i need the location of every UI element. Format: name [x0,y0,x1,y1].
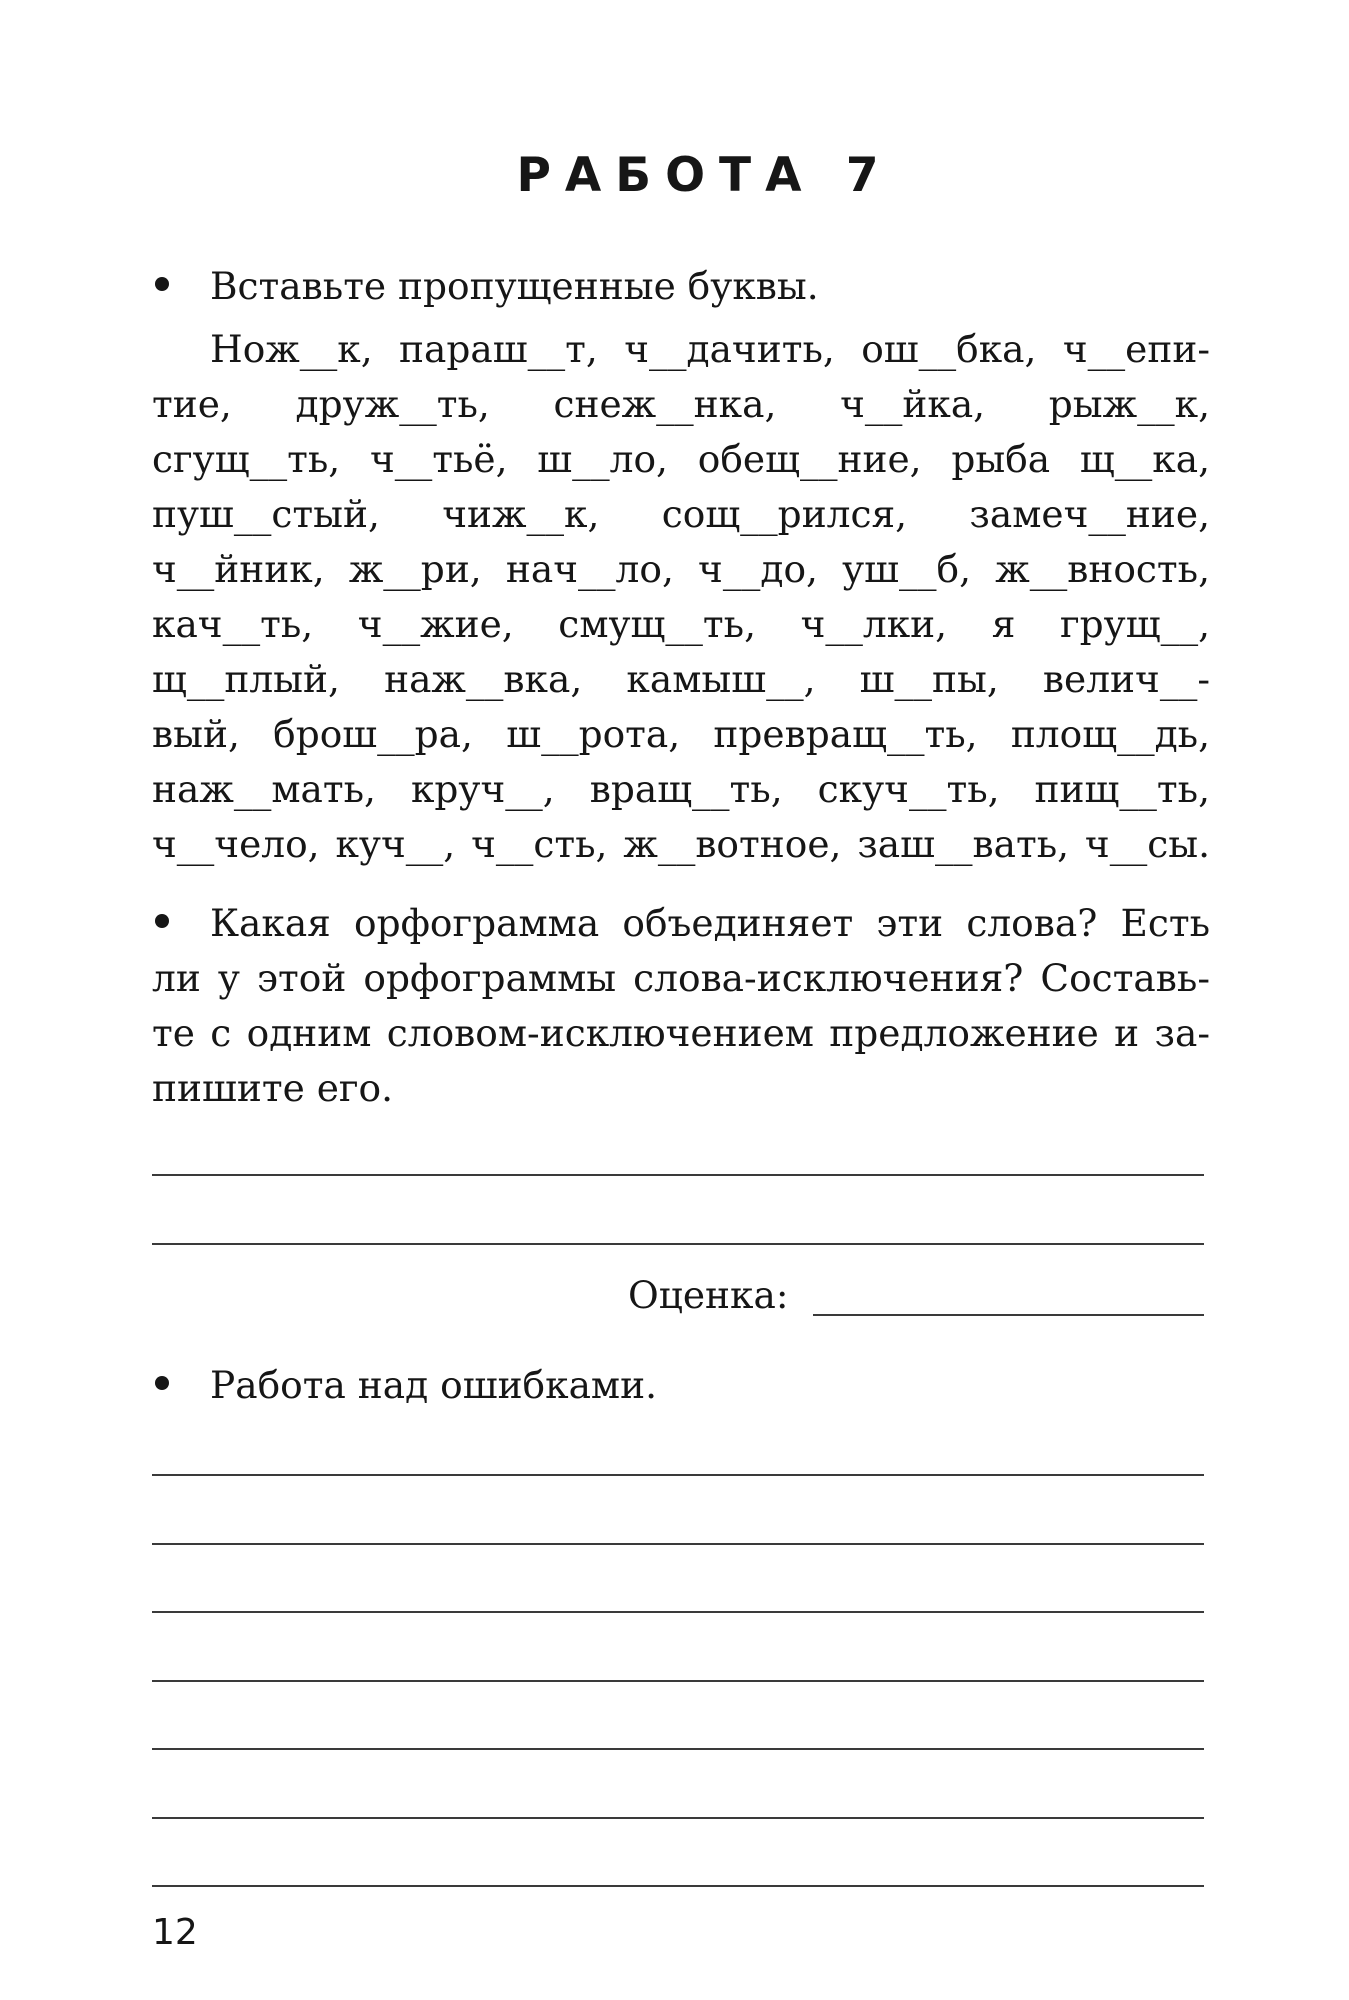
correction-line[interactable] [152,1543,1204,1545]
exercise-line: кач__ть, ч__жие, смущ__ть, ч__лки, я грущ__, [152,602,1210,646]
answer-line[interactable] [152,1243,1204,1245]
task3-instruction: Работа над ошибками. [210,1363,658,1407]
correction-line[interactable] [152,1748,1204,1750]
page-number: 12 [152,1912,198,1953]
question-line: пишите его. [152,1066,394,1110]
question-line: Какая орфограмма объединяет эти слова? Есть [210,901,1210,945]
grade-field[interactable] [813,1314,1204,1316]
page-title: РАБОТА 7 [516,148,893,203]
correction-line[interactable] [152,1680,1204,1682]
answer-line[interactable] [152,1174,1204,1176]
task1-instruction: Вставьте пропущенные буквы. [210,264,819,308]
exercise-line: ч__йник, ж__ри, нач__ло, ч__до, уш__б, ж__вность, [152,547,1210,591]
exercise-line: сгущ__ть, ч__тьё, ш__ло, обещ__ние, рыба щ__ка, [152,437,1210,481]
exercise-line: Нож__к, параш__т, ч__дачить, ош__бка, ч__епи- [210,327,1210,371]
exercise-line: ч__чело, куч__, ч__сть, ж__вотное, заш__вать, ч__сы. [152,822,1210,866]
exercise-line: тие, друж__ть, снеж__нка, ч__йка, рыж__к, [152,382,1210,426]
grade-label: Оценка: [628,1273,789,1317]
exercise-line: пуш__стый, чиж__к, сощ__рился, замеч__ние, [152,492,1210,536]
exercise-line: вый, брош__ра, ш__рота, превращ__ть, площ__дь, [152,712,1210,756]
question-line: те с одним словом-исключением предложение и за- [152,1011,1210,1055]
bullet-marker [155,1376,169,1390]
question-line: ли у этой орфограммы слова-исключения? Составь- [152,956,1210,1000]
correction-line[interactable] [152,1885,1204,1887]
exercise-line: щ__плый, наж__вка, камыш__, ш__пы, велич__- [152,657,1210,701]
exercise-line: наж__мать, круч__, вращ__ть, скуч__ть, пищ__ть, [152,767,1210,811]
correction-line[interactable] [152,1474,1204,1476]
correction-line[interactable] [152,1611,1204,1613]
correction-line[interactable] [152,1817,1204,1819]
